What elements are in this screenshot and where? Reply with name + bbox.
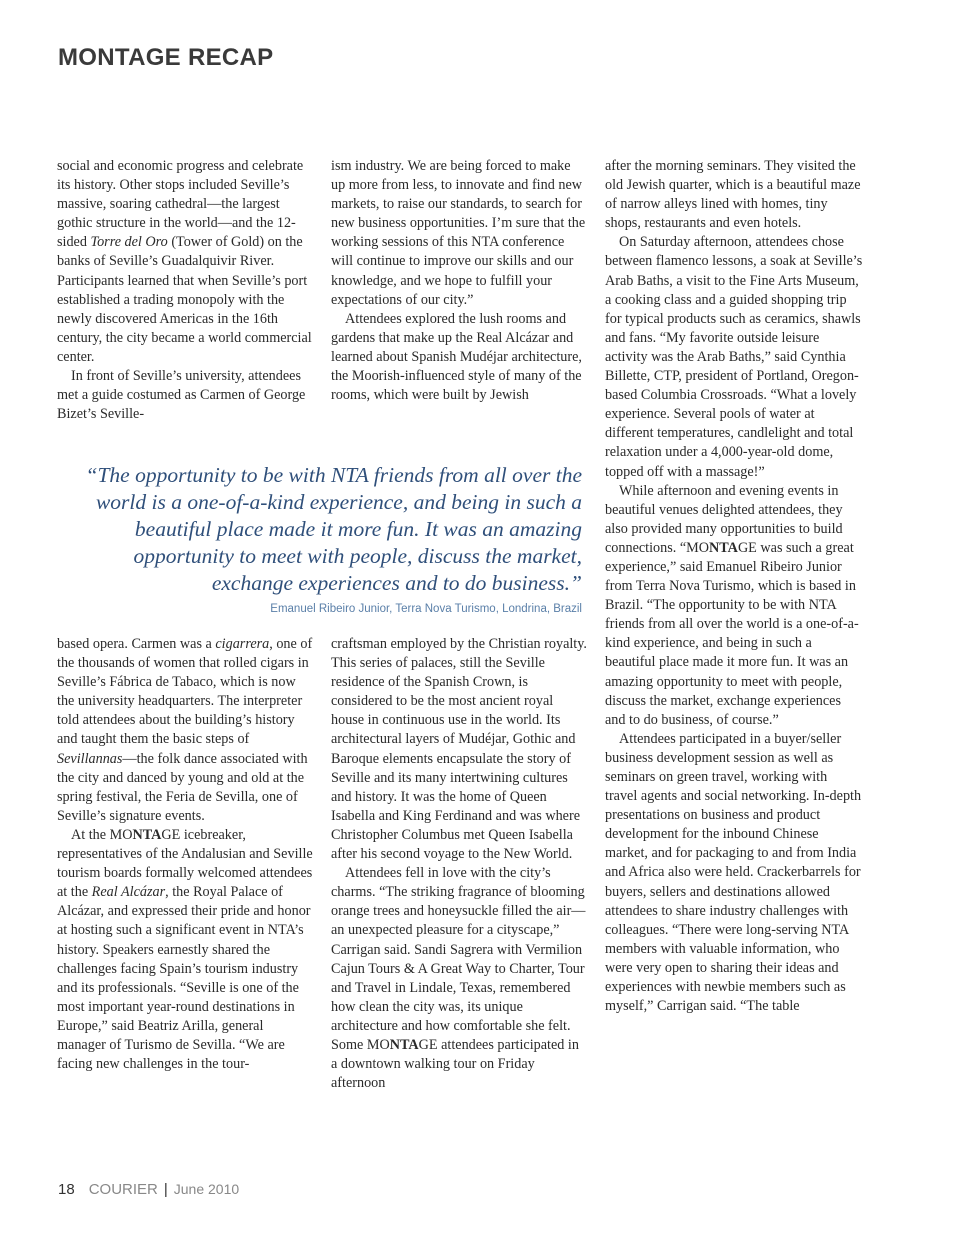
text-run: Attendees fell in love with the city’s charms. “The striking fragrance of blooming orange trees and honeysuckle filled the air—an unexpected pleasure for a cityscape,” Carrigan said. Sandi Sagrera with Vermilion Cajun Tours & A Great Way to Charter, Tour and Travel in Lindale, Texas, remembered how clean the city was, its unique architecture and how comfortable she felt. Some MO [331, 865, 586, 1053]
column-3 [605, 157, 863, 1016]
paragraph: ism industry. We are being forced to make up more from less, to innovate and find new markets, to raise our standards, to search for new business opportunities. I’m sure that the working sessions of this NTA conference will continue to improve our skills and our knowledge, and we hope to fulfill your expectations of our city.” [331, 158, 586, 308]
paragraph [605, 482, 863, 730]
text-run: GE was such a great experience,” said Emanuel Ribeiro Junior from Terra Nova Turismo, which is based in Brazil. “The opportunity to be with NTA friends from all over the world is a one-of-a-kind experience, and being in such a beautiful place made it more fun. It was an amazing opportunity to meet with people, discuss the market, exchange experiences and to do business, of course.” [605, 539, 859, 728]
text-run: At the MO [71, 826, 133, 843]
page-number: 18 [58, 1181, 75, 1198]
text-run: While afternoon and evening events in beautiful venues delighted attendees, they also provided many opportunities to build connections. “MO [605, 482, 843, 556]
column-1-top [57, 157, 313, 424]
paragraph [57, 157, 313, 367]
text-run: GE icebreaker, representatives of the Andalusian and Seville tourism boards formally welcomed attendees at the [57, 826, 313, 901]
publication-name: COURIER [88, 1181, 158, 1198]
text-run: (Tower of Gold) on the banks of Seville’s Guadalquivir River. Participants learned that when Seville’s port established a trading monopoly with the newly discovered Americas in the 16th century, the city became a world commercial center. [57, 234, 312, 365]
text-run: , one of the thousands of women that rolled cigars in Seville’s Fábrica de Tabaco, which is now the university headquarters. The interpreter told attendees about the building’s history and taught them the basic steps of [57, 636, 313, 748]
text-run: GE attendees participated in a downtown walking tour on Friday afternoon [331, 1036, 579, 1092]
column-2-top [331, 157, 587, 405]
text-run: —the folk dance associated with the city and danced by young and old at the spring festival, the Feria de Sevilla, one of Seville’s signature events. [57, 750, 308, 824]
footer-separator: | [163, 1181, 168, 1198]
italic-run: Sevillannas [57, 750, 123, 767]
column-2-bottom [331, 635, 587, 1093]
column-1-bottom [57, 635, 313, 1074]
issue-date: June 2010 [173, 1181, 240, 1197]
paragraph: In front of Seville’s university, attendees met a guide costumed as Carmen of George Bizet’s Seville- [57, 368, 306, 423]
italic-run: Real Alcázar [91, 884, 166, 901]
bold-run: NTA [389, 1036, 419, 1053]
paragraph: craftsman employed by the Christian royalty. This series of palaces, still the Seville residence of the Spanish Crown, is considered to be the most ancient royal house in continuous use in the world. Its architectural layers of Mudéjar, Gothic and Baroque elements encapsulate the story of Seville and its many intertwining cultures and history. It was the home of Queen Isabella and King Ferdinand and was where Christopher Columbus met Queen Isabella after his second voyage to the New World. [331, 636, 587, 863]
pull-quote-attribution: Emanuel Ribeiro Junior, Terra Nova Turismo, Londrina, Brazil [270, 603, 582, 615]
italic-run: cigarrera [215, 636, 270, 652]
paragraph: Attendees explored the lush rooms and gardens that make up the Real Alcázar and learned about Spanish Mudéjar architecture, the Moorish-influenced style of many of the rooms, which were built by Jewish [331, 310, 582, 404]
paragraph: Attendees participated in a buyer/seller business development session as well as seminars on green travel, working with travel agents and social networking. In-depth presentations on business and product development for the inbound Chinese market, and for packaging to and from India and Africa also were held. Crackerbarrels for buyers, sellers and destinations allowed attendees to share industry challenges with colleagues. “There were long-serving NTA members with valuable information, who were very open to sharing their ideas and experiences with newbie members such as myself,” Carrigan said. “The table [605, 730, 862, 1015]
text-run: , the Royal Palace of Alcázar, and expressed their pride and honor at hosting such a significant event in NTA’s history. Speakers earnestly shared the challenges facing Spain’s tourism industry and its professionals. “Seville is one of the most important year-round destinations in Europe,” said Beatriz Arilla, general manager of Turismo de Sevilla. “We are facing new challenges in the tour- [57, 884, 311, 1073]
paragraph: On Saturday afternoon, attendees chose between flamenco lessons, a soak at Seville’s Arab Baths, a visit to the Fine Arts Museum, a cooking class and a guided shopping trip for typical products such as ceramics, shawls and fans. “My favorite outside leisure activity was the Arab Baths,” said Cynthia Billette, CTP, president of Portland, Oregon-based Columbia Crossroads. “What a lovely experience. Several pools of water at different temperatures, candlelight and total relaxation under a 4,000-year-old dome, topped off with a massage!” [605, 234, 863, 480]
pull-quote [56, 462, 582, 615]
bold-run: NTA [709, 539, 738, 556]
italic-run: Torre del Oro [90, 234, 168, 251]
page-footer [58, 1181, 239, 1198]
paragraph: after the morning seminars. They visited the old Jewish quarter, which is a beautiful maze of narrow alleys lined with homes, tiny shops, restaurants and even hotels. [605, 158, 861, 232]
text-run: based opera. Carmen was a [57, 636, 216, 652]
paragraph [57, 635, 313, 826]
text-run: social and economic progress and celebrate its history. Other stops included Seville’s massive, soaring cathedral—the largest gothic structure in the world—and the 12-sided [57, 158, 304, 251]
pull-quote-text: “The opportunity to be with NTA friends from all over the world is a one-of-a-kind experience, and being in such a beautiful place made it more fun. It was an amazing opportunity to meet with people, discuss the market, exchange experiences and to do business.” [85, 463, 582, 595]
section-title: MONTAGE RECAP [58, 44, 274, 71]
bold-run: NTA [132, 826, 162, 843]
paragraph [331, 864, 587, 1093]
paragraph [57, 826, 313, 1074]
